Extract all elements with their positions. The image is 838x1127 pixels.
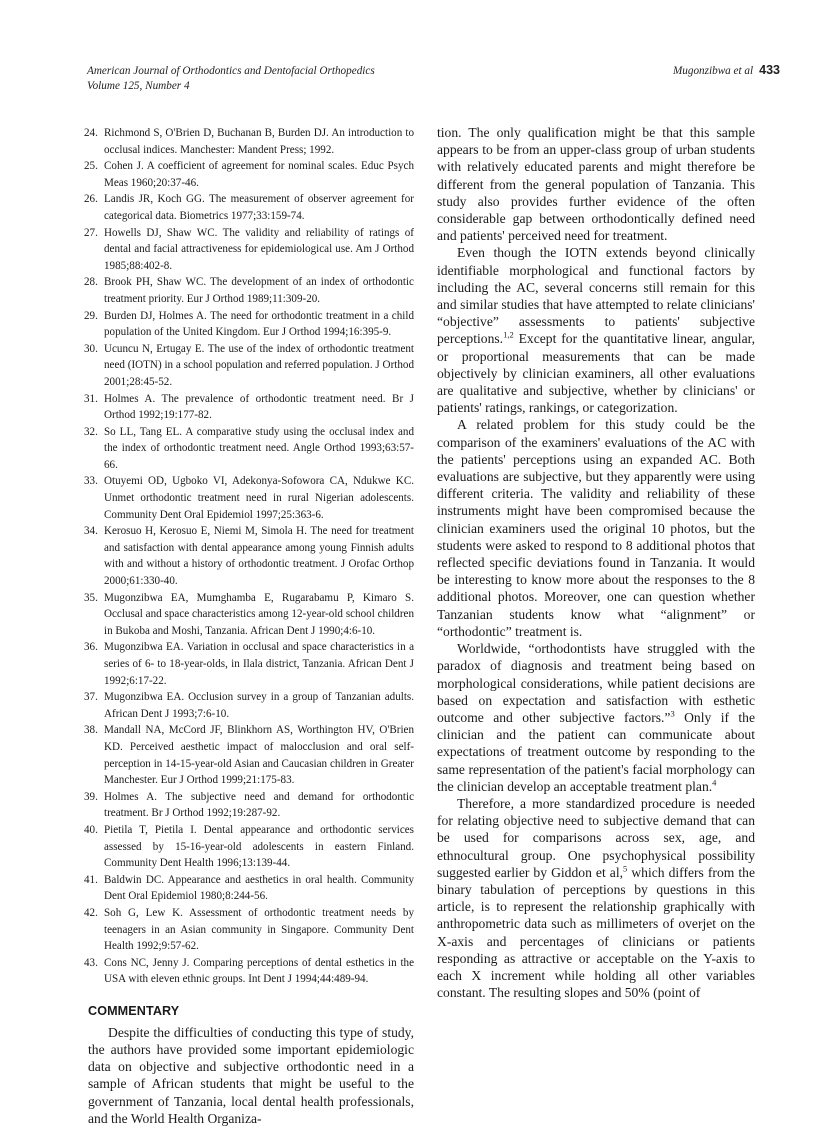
reference-text: Burden DJ, Holmes A. The need for orthodontic treatment in a child population of the United Kingdom. Eur J Orthod 1994;16:395-9. xyxy=(104,309,414,339)
reference-text: Howells DJ, Shaw WC. The validity and reliability of ratings of dental and facial attractiveness for epidemiological use. Am J Orthod 1985;88:402-8. xyxy=(104,226,414,272)
reference-number: 34. xyxy=(84,525,98,538)
reference-item xyxy=(84,789,414,822)
reference-number: 38. xyxy=(84,724,98,737)
left-column xyxy=(84,125,414,1127)
citation-superscript: 3 xyxy=(670,708,675,719)
reference-text: Richmond S, O'Brien D, Buchanan B, Burden DJ. An introduction to occlusal indices. Manchester: Mandent Press; 1992. xyxy=(104,127,414,156)
reference-text: Mugonzibwa EA. Variation in occlusal and space characteristics in a series of 6- to 18-year-olds, in Ilala district, Tanzania. African Dent J 1992;6:17-22. xyxy=(104,641,414,687)
paragraph-text: Except for the quantitative linear, angular, or proportional measurements that can be made objectively by clinician examiners, all other evaluations are qualitative and subjective, whether by clinicians' or patients' ratings, rankings, or categorization. xyxy=(437,331,755,416)
reference-item xyxy=(84,158,414,191)
reference-text: Otuyemi OD, Ugboko VI, Adekonya-Sofowora CA, Ndukwe KC. Unmet orthodontic treatment need in rural Nigerian adolescents. Community Dent Oral Epidemiol 1997;25:363-6. xyxy=(104,475,414,521)
reference-item xyxy=(84,424,414,474)
paragraph-text: Therefore, a more standardized procedure is needed for relating objective need to subjective demand that can be used for comparisons across sex, age, and ethnocultural group. One psychophysical possibility suggested earlier by Giddon et al, xyxy=(437,795,755,880)
right-column xyxy=(437,124,755,1001)
reference-item xyxy=(84,473,414,523)
commentary-paragraph xyxy=(437,640,755,795)
reference-number: 31. xyxy=(84,392,98,405)
reference-item xyxy=(84,639,414,689)
quote-text: Worldwide, “orthodontists have struggled with the paradox of diagnosis and treatment being based on morphological considerations, while patient decisions are based on expectation and satisfaction with esthetic outcome and other subjective factors.” xyxy=(437,641,755,725)
reference-item xyxy=(84,905,414,955)
reference-number: 30. xyxy=(84,342,98,355)
reference-item xyxy=(84,341,414,391)
reference-text: Ucuncu N, Ertugay E. The use of the index of orthodontic treatment need (IOTN) in a school population and referred population. J Orthod 2001;28:45-52. xyxy=(104,342,414,388)
reference-number: 39. xyxy=(84,790,98,803)
reference-number: 35. xyxy=(84,591,98,604)
reference-text: Pietila T, Pietila I. Dental appearance and orthodontic services assessed by 15-16-year-old adolescents in eastern Finland. Community Dent Health 1996;13:139-44. xyxy=(104,823,414,870)
reference-number: 36. xyxy=(84,641,98,654)
reference-number: 43. xyxy=(84,956,98,969)
reference-text: Mandall NA, McCord JF, Blinkhorn AS, Worthington HV, O'Brien KD. Perceived aesthetic impact of malocclusion and oral self-perception in 14-15-year-old Asian and Caucasian children in Greater Manchester. Eur J Orthod 1999;21:175-83. xyxy=(104,724,414,787)
reference-text: Baldwin DC. Appearance and aesthetics in oral health. Community Dent Oral Epidemiol 1980;8:244-56. xyxy=(104,873,414,903)
journal-title: American Journal of Orthodontics and Dentofacial Orthopedics xyxy=(87,65,375,77)
paragraph-text: Only if the clinician and the patient can communicate about expectations of treatment outcome by responding to the same representation of the patient's facial morphology can the clinician develop an acceptable treatment plan. xyxy=(437,709,755,794)
reference-text: Holmes A. The subjective need and demand for orthodontic treatment. Br J Orthod 1992;19:287-92. xyxy=(104,790,414,820)
reference-text: Mugonzibwa EA. Occlusion survey in a group of Tanzanian adults. African Dent J 1993;7:6-10. xyxy=(104,691,414,720)
reference-number: 28. xyxy=(84,276,98,289)
paragraph-text: which differs from the binary tabulation of perceptions by questions in this article, is to represent the relationship graphically with anthropometric data such as millimeters of overjet on the X-axis and percentages of clinicians or patients responding as attractive or acceptable on the Y-axis to each X increment while holding all other variables constant. The resulting slopes and 50% (point of xyxy=(437,864,755,1001)
paragraph-text: Even though the IOTN extends beyond clinically identifiable morphological and functional factors by including the AC, several concerns still remain for this and similar studies that have attempted to relate clinicians' “objective” assessments to patients' subjective perceptions. xyxy=(437,245,755,347)
commentary-paragraph: tion. The only qualification might be that this sample appears to be from an upper-class group of urban students with relatively educated parents and might therefore be different from the general population of Tanzania. This study also provides further evidence of the often considerable gap between orthodontically defined need and patients' perceived need for treatment. xyxy=(437,125,755,244)
reference-text: Brook PH, Shaw WC. The development of an index of orthodontic treatment priority. Eur J Orthod 1989;11:309-20. xyxy=(104,276,414,305)
reference-number: 26. xyxy=(84,193,98,206)
running-header-right xyxy=(673,63,780,79)
reference-item xyxy=(84,125,414,158)
reference-item xyxy=(84,274,414,307)
citation-superscript: 5 xyxy=(623,863,628,874)
reference-number: 40. xyxy=(84,823,98,836)
journal-volume: Volume 125, Number 4 xyxy=(87,80,190,92)
reference-item xyxy=(84,590,414,640)
running-header-left xyxy=(87,64,375,94)
reference-text: Mugonzibwa EA, Mumghamba E, Rugarabamu P, Kimaro S. Occlusal and space characteristics among 12-year-old school children in Bukoba and Moshi, Tanzania. African Dent J 1990;4:6-10. xyxy=(104,591,414,637)
reference-item xyxy=(84,391,414,424)
reference-item xyxy=(84,872,414,905)
reference-number: 41. xyxy=(84,873,98,886)
reference-number: 33. xyxy=(84,475,98,488)
reference-number: 32. xyxy=(84,425,98,438)
reference-text: Landis JR, Koch GG. The measurement of observer agreement for categorical data. Biometrics 1977;33:159-74. xyxy=(104,193,414,222)
reference-text: Cohen J. A coefficient of agreement for nominal scales. Educ Psych Meas 1960;20:37-46. xyxy=(104,160,414,189)
page-number: 433 xyxy=(759,63,780,77)
reference-item xyxy=(84,191,414,224)
citation-superscript: 1,2 xyxy=(503,329,514,340)
reference-item xyxy=(84,722,414,788)
reference-text: Kerosuo H, Kerosuo E, Niemi M, Simola H. The need for treatment and satisfaction with dental appearance among young Finnish adults with and without a history of orthodontic treatment. J Orofac Orthop 2000;61:330-40. xyxy=(104,525,414,588)
reference-text: Cons NC, Jenny J. Comparing perceptions of dental esthetics in the USA with eleven ethnic groups. Int Dent J 1994;44:489-94. xyxy=(104,956,414,986)
commentary-paragraph: Despite the difficulties of conducting this type of study, the authors have provided some important epidemiologic data on objective and subjective orthodontic need in a sample of African students that might be useful to the government of Tanzania, local dental health professionals, and the World Health Organiza- xyxy=(88,1024,414,1126)
reference-number: 29. xyxy=(84,309,98,322)
citation-superscript: 4 xyxy=(712,777,717,788)
author-names: Mugonzibwa et al xyxy=(672,65,754,77)
reference-item xyxy=(84,822,414,872)
reference-text: Holmes A. The prevalence of orthodontic treatment need. Br J Orthod 1992;19:177-82. xyxy=(104,392,414,422)
commentary-paragraph: A related problem for this study could be the comparison of the examiners' evaluations of the AC with the patients' perceptions using an expanded AC. Both evaluations are subjective, but they apparently were using different criteria. The validity and reliability of these instruments might have been compromised because the clinician examiners used the original 10 photos, but the students were asked to respond to 8 additional photos that reflected specific deviations found in Tanzania. It would be interesting to know more about the responses to the 8 additional photos. Moreover, one can question whether Tanzanian students know what “alignment” or “orthodontic” treatment is. xyxy=(437,417,755,639)
reference-item xyxy=(84,689,414,722)
reference-number: 37. xyxy=(84,691,98,704)
reference-number: 25. xyxy=(84,160,98,173)
reference-number: 24. xyxy=(84,127,98,139)
reference-number: 42. xyxy=(84,906,98,919)
reference-item xyxy=(84,225,414,275)
reference-number: 27. xyxy=(84,226,98,239)
reference-text: So LL, Tang EL. A comparative study using the occlusal index and the index of orthodontic treatment need. Angle Orthod 1993;63:57-66. xyxy=(104,425,414,471)
reference-item xyxy=(84,523,414,589)
commentary-heading: COMMENTARY xyxy=(88,1003,180,1018)
reference-item xyxy=(84,308,414,341)
commentary-paragraph xyxy=(437,795,755,1001)
commentary-paragraph xyxy=(437,244,755,416)
reference-list xyxy=(84,125,414,988)
reference-text: Soh G, Lew K. Assessment of orthodontic treatment needs by teenagers in an Asian community in Singapore. Community Dent Health 1992;9:57-62. xyxy=(104,906,414,953)
reference-item xyxy=(84,955,414,988)
